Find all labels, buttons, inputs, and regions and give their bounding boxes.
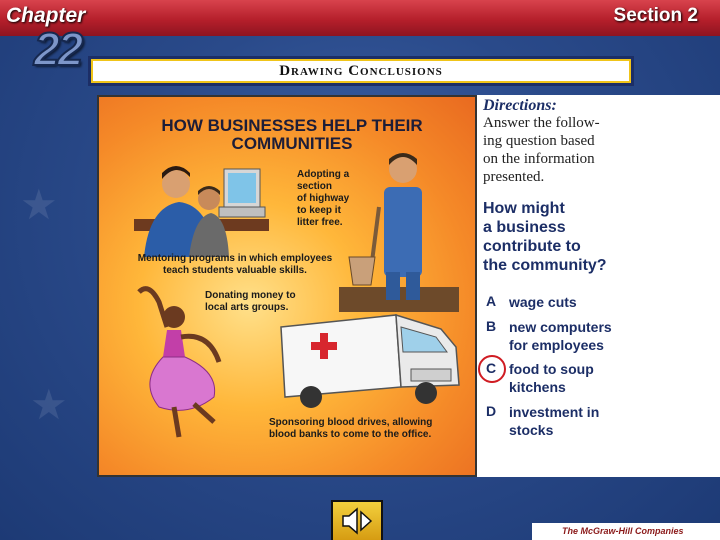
slide-title: Drawing Conclusions xyxy=(279,63,443,79)
caption-highway: Adopting a section of highway to keep it litter free. xyxy=(297,169,350,228)
slide-title-bar xyxy=(88,56,634,86)
question-text: How might a business contribute to the community? xyxy=(483,200,607,274)
header-bar xyxy=(0,0,720,36)
star-decoration: ★ xyxy=(20,181,58,228)
option-letter: B xyxy=(485,318,497,334)
speaker-back-icon xyxy=(333,502,381,540)
star-decoration: ★ xyxy=(30,381,68,428)
option-text: food to soup kitchens xyxy=(509,361,594,395)
ambulance-illustration xyxy=(271,307,471,412)
option-letter: C xyxy=(485,360,497,376)
publisher-logo: The McGraw-Hill Companies xyxy=(562,526,684,536)
dancer-illustration xyxy=(119,272,259,442)
chapter-label: Chapter xyxy=(6,4,86,27)
mentoring-illustration xyxy=(129,147,274,257)
directions-text: Answer the follow- ing question based on the information presented. xyxy=(483,115,600,185)
back-button[interactable] xyxy=(331,500,383,540)
option-letter: D xyxy=(485,403,497,419)
option-text: wage cuts xyxy=(509,294,577,310)
caption-arts: Donating money to local arts groups. xyxy=(205,290,296,313)
caption-mentoring: Mentoring programs in which employees teach students valuable skills. xyxy=(137,253,333,276)
option-text: investment in stocks xyxy=(509,404,600,438)
chapter-number: 22 xyxy=(34,23,82,75)
footer-bar xyxy=(532,523,720,540)
panel-title: HOW BUSINESSES HELP THEIR COMMUNITIES xyxy=(161,116,423,153)
option-text: new computers for employees xyxy=(509,319,612,353)
highway-worker-illustration xyxy=(339,137,459,312)
caption-blood: Sponsoring blood drives, allowing blood banks to come to the office. xyxy=(269,417,433,440)
question-panel xyxy=(477,95,720,477)
section-label: Section 2 xyxy=(613,5,698,26)
directions-heading: Directions: xyxy=(483,97,557,114)
option-letter: A xyxy=(485,293,497,309)
illustration-panel xyxy=(97,95,477,477)
